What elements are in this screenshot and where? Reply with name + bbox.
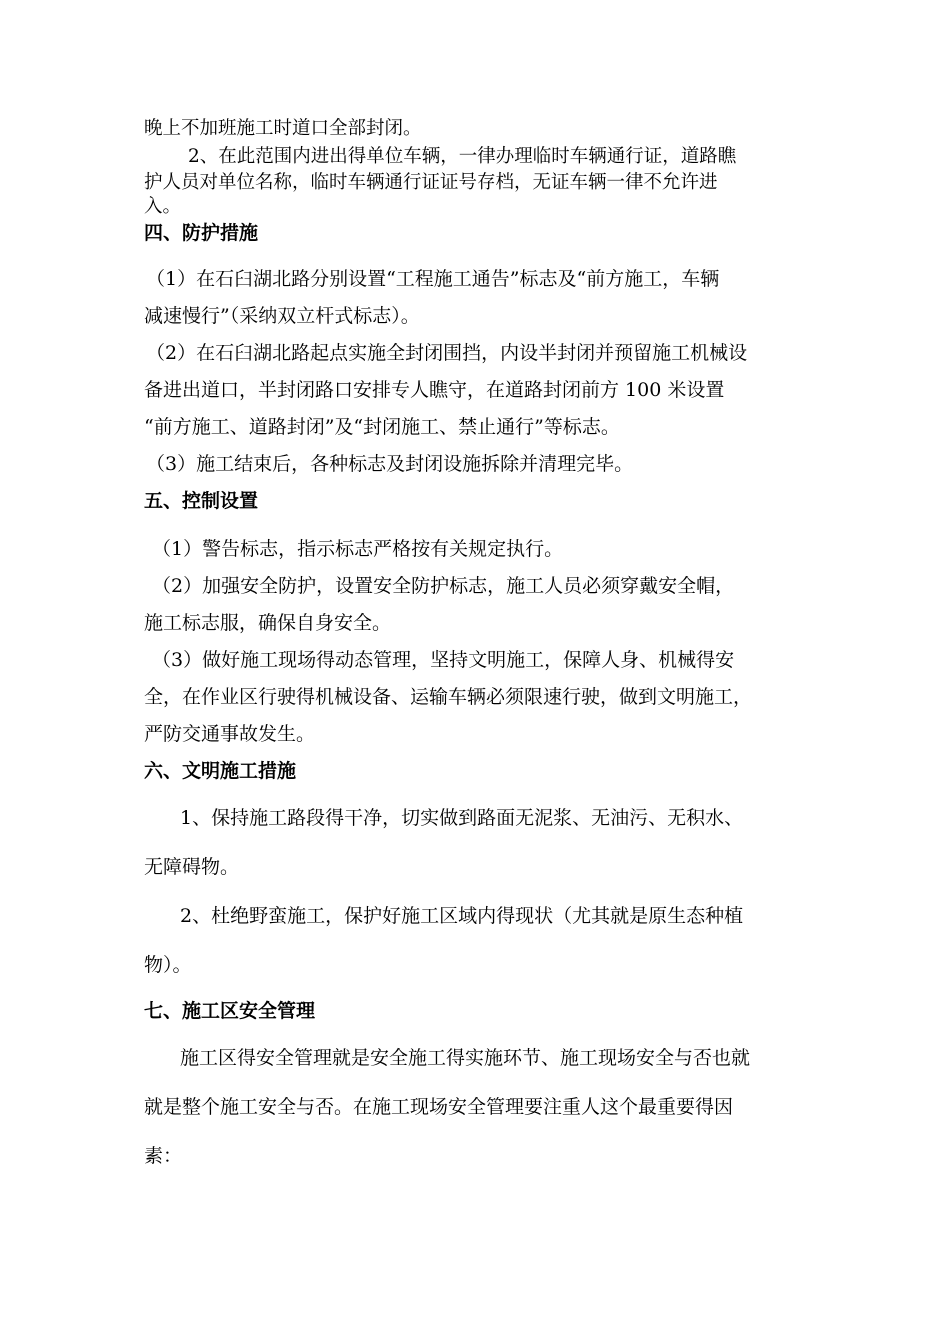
paragraph-line: 严防交通事故发生。 [144,723,316,745]
paragraph-line: 2、在此范围内进出得单位车辆，一律办理临时车辆通行证，道路瞧 [188,146,737,167]
paragraph-line: （2）加强安全防护，设置安全防护标志，施工人员必须穿戴安全帽， [152,575,735,597]
paragraph-line: 减速慢行”（采纳双立杆式标志）。 [144,305,420,327]
paragraph-line: 无障碍物。 [144,856,240,878]
section-heading: 四、防护措施 [144,222,259,244]
paragraph-line: 素： [144,1145,183,1167]
section-heading: 五、控制设置 [144,490,259,512]
paragraph-line: （3）施工结束后，各种标志及封闭设施拆除并清理完毕。 [146,453,634,475]
paragraph-line: “前方施工、道路封闭”及“封闭施工、禁止通行”等标志。 [144,416,620,438]
paragraph-line: （2）在石臼湖北路起点实施全封闭围挡，内设半封闭并预留施工机械设 [146,342,748,364]
paragraph-line: （1）在石臼湖北路分别设置“工程施工通告”标志及“前方施工，车辆 [146,268,720,290]
paragraph-line: 施工标志服，确保自身安全。 [144,612,392,634]
paragraph-line: 入。 [144,196,182,217]
paragraph-line: 就是整个施工安全与否。在施工现场安全管理要注重人这个最重要得因 [144,1096,734,1118]
section-heading: 六、文明施工措施 [144,760,297,782]
paragraph-line: 全，在作业区行驶得机械设备、运输车辆必须限速行驶，做到文明施工， [144,686,753,708]
paragraph-line: 施工区得安全管理就是安全施工得实施环节、施工现场安全与否也就 [180,1047,751,1069]
paragraph-line: 物）。 [144,954,192,976]
paragraph-line: 护人员对单位名称，临时车辆通行证证号存档，无证车辆一律不允许进 [144,172,718,193]
paragraph-line: （3）做好施工现场得动态管理，坚持文明施工，保障人身、机械得安 [152,649,735,671]
section-heading: 七、施工区安全管理 [144,1000,316,1022]
paragraph-line: 2、杜绝野蛮施工，保护好施工区域内得现状（尤其就是原生态种植 [180,905,744,927]
paragraph-line: 晚上不加班施工时道口全部封闭。 [144,118,422,139]
paragraph-line: 1、保持施工路段得干净，切实做到路面无泥浆、无油污、无积水、 [180,807,744,829]
paragraph-line: （1）警告标志，指示标志严格按有关规定执行。 [152,538,564,560]
paragraph-line: 备进出道口，半封闭路口安排专人瞧守，在道路封闭前方 100 米设置 [144,379,725,401]
